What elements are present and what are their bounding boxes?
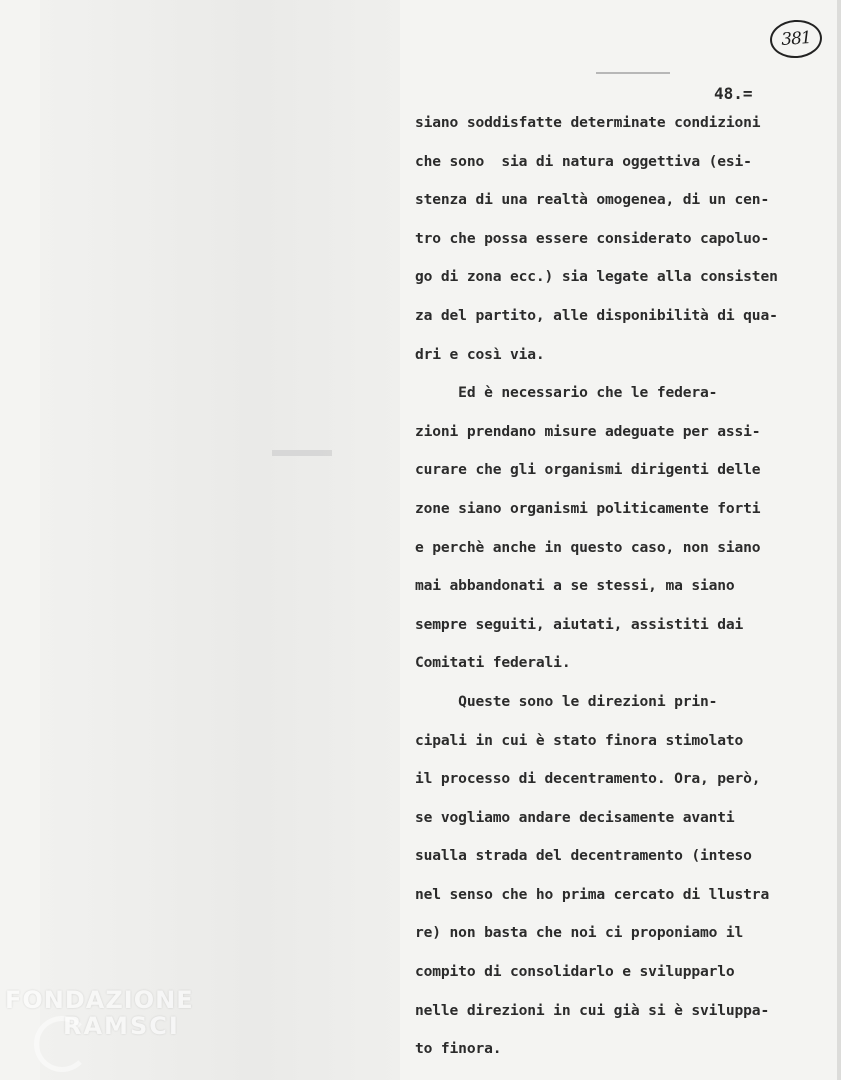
text-line: il processo di decentramento. Ora, però,: [415, 770, 761, 788]
typed-page-number: 48.=: [714, 84, 753, 103]
text-line: to finora.: [415, 1040, 502, 1058]
text-line: zone siano organismi politicamente forti: [415, 499, 761, 517]
text-line: se vogliamo andare decisamente avanti: [415, 808, 735, 826]
text-line: cipali in cui è stato finora stimolato: [415, 731, 744, 749]
scan-shadow: [40, 0, 400, 1080]
text-line: sempre seguiti, aiutati, assistiti dai: [415, 615, 744, 633]
text-line: nelle direzioni in cui già si è sviluppa-: [415, 1001, 770, 1019]
text-line: tro che possa essere considerato capoluo-: [415, 229, 770, 247]
text-line: za del partito, alle disponibilità di qua-: [415, 306, 778, 324]
handwritten-page-number-text: 381: [780, 27, 812, 51]
watermark-logo: [5, 986, 194, 1040]
text-line: Queste sono le direzioni prin-: [415, 692, 718, 710]
text-line: sualla strada del decentramento (inteso: [415, 847, 752, 865]
watermark-line-2: RAMSCI: [63, 1012, 180, 1040]
text-line: che sono sia di natura oggettiva (esi-: [415, 152, 752, 170]
text-line: curare che gli organismi dirigenti delle: [415, 461, 761, 479]
text-line: re) non basta che noi ci proponiamo il: [415, 924, 744, 942]
text-line: zioni prendano misure adeguate per assi-: [415, 422, 761, 440]
text-line: Ed è necessario che le federa-: [415, 384, 718, 402]
top-rule-mark: [596, 72, 670, 74]
text-line: go di zona ecc.) sia legate alla consisten: [415, 268, 778, 286]
watermark-line-1: FONDAZIONE: [5, 986, 194, 1014]
text-line: stenza di una realtà omogenea, di un cen-: [415, 191, 770, 209]
text-line: Comitati federali.: [415, 654, 571, 672]
page-edge: [837, 0, 841, 1080]
text-line: dri e così via.: [415, 345, 545, 363]
handwritten-page-number: [769, 18, 824, 60]
ink-bleed-mark: [272, 450, 332, 456]
text-line: nel senso che ho prima cercato di llustra: [415, 885, 770, 903]
text-line: e perchè anche in questo caso, non siano: [415, 538, 761, 556]
text-line: compito di consolidarlo e svilupparlo: [415, 963, 735, 981]
text-line: siano soddisfatte determinate condizioni: [415, 114, 761, 131]
typed-text-body: [415, 104, 825, 1069]
text-line: mai abbandonati a se stessi, ma siano: [415, 577, 735, 595]
